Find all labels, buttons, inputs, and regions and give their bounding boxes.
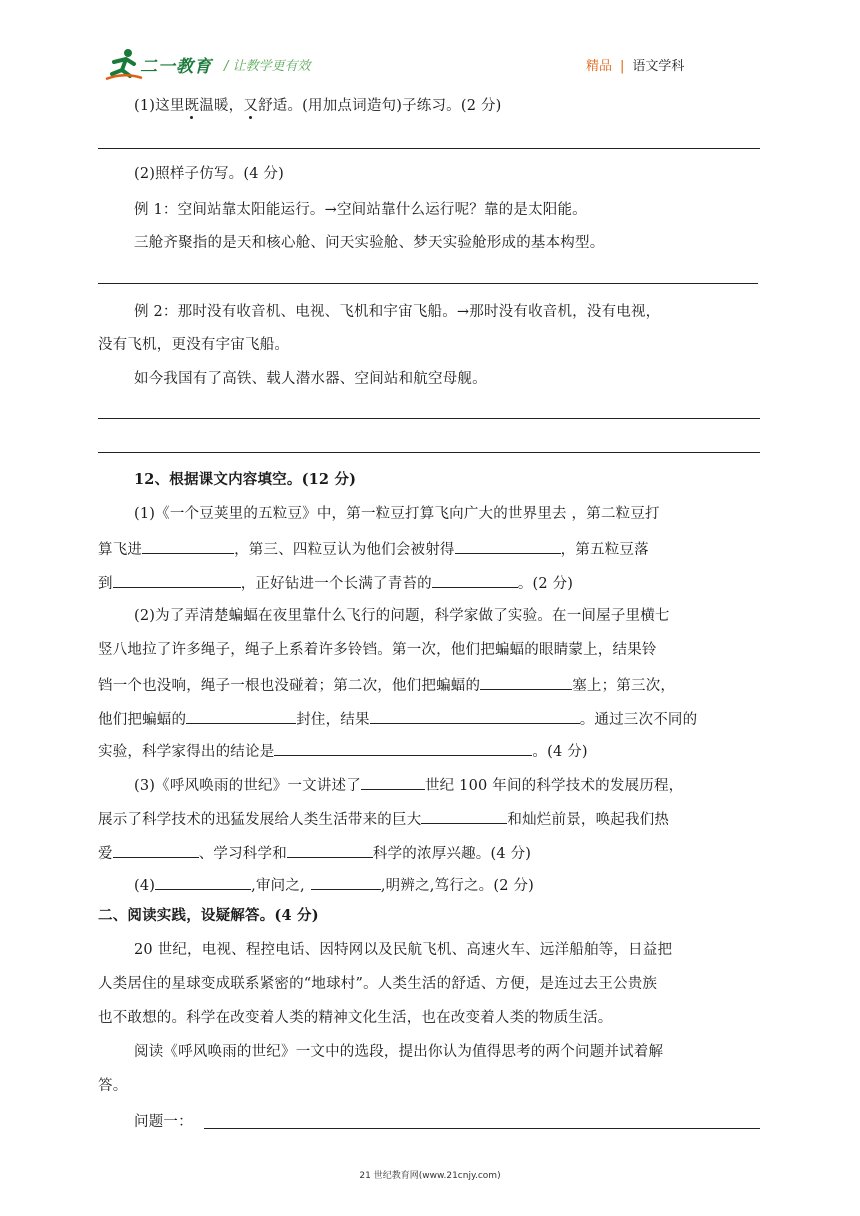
text-part: (1)这里: [134, 98, 185, 114]
instruction-line2: 答。: [98, 1078, 128, 1094]
text-part: 算飞进: [98, 542, 143, 558]
q12-2-line3: [98, 674, 675, 696]
fill-blank[interactable]: [361, 774, 425, 790]
fill-blank[interactable]: [113, 842, 199, 858]
dotted-char: 既: [184, 98, 200, 114]
text-part: 和灿烂前景，唤起我们热: [507, 812, 670, 828]
page-header: [0, 0, 860, 90]
q12-4-line: [134, 874, 534, 896]
text-part: ,明辨之,笃行之。(2 分): [380, 878, 535, 894]
fill-blank[interactable]: [432, 572, 518, 588]
answer-line[interactable]: [98, 148, 760, 149]
q12-1-line3: [98, 572, 573, 594]
answer-line[interactable]: [204, 1128, 760, 1129]
text-part: 。(4 分): [532, 744, 588, 760]
passage-line2: 人类居住的星球变成联系紧密的“地球村”。人类生活的舒适、方便，是连过去王公贵族: [98, 976, 658, 992]
runner-logo-icon: [104, 48, 144, 82]
badge-premium: 精品: [586, 59, 613, 74]
q12-3-line2: [98, 808, 669, 830]
slogan: / 让教学更有效: [224, 59, 311, 74]
text-part: 世纪 100 年间的科学技术的发展历程，: [424, 778, 684, 794]
exercise-2b-sentence: 如今我国有了高铁、载人潜水器、空间站和航空母舰。: [134, 371, 487, 387]
fill-blank[interactable]: [186, 708, 296, 724]
q12-2-line4: [98, 708, 697, 730]
text-part: 实验，科学家得出的结论是: [98, 744, 275, 760]
text-part: ，正好钻进一个长满了青苔的: [240, 576, 432, 592]
text-part: 、学习科学和: [198, 846, 287, 862]
section-2-title: 二、阅读实践，设疑解答。(4 分): [98, 907, 319, 924]
text-part: 科学的浓厚兴趣。(4 分): [372, 846, 532, 862]
example-2-line2: 没有飞机，更没有宇宙飞船。: [98, 337, 290, 353]
fill-blank[interactable]: [480, 674, 572, 690]
passage-line1: 20 世纪，电视、程控电话、因特网以及民航飞机、高速火车、远洋船舶等，日益把: [134, 942, 673, 958]
text-part: 舒适。(用加点词造句)子练习。(2 分): [258, 98, 502, 114]
exercise-2-prompt: (2)照样子仿写。(4 分): [134, 166, 284, 182]
text-part: 封住，结果: [296, 712, 370, 728]
text-part: 爱: [98, 846, 113, 862]
example-2-line1: 例 2：那时没有收音机、电视、飞机和宇宙飞船。→那时没有收音机，没有电视，: [134, 304, 661, 320]
text-part: 到: [98, 576, 113, 592]
text-part: 展示了科学技术的迅猛发展给人类生活带来的巨大: [98, 812, 422, 828]
answer-line[interactable]: [98, 283, 758, 284]
logo-text: 二一教育: [140, 57, 212, 77]
subject-badge: [586, 55, 684, 74]
answer-line[interactable]: [98, 418, 760, 419]
badge-separator: |: [620, 59, 625, 74]
question-12-title: 12、根据课文内容填空。(12 分): [134, 471, 357, 488]
text-part: ,审问之,: [251, 878, 305, 894]
fill-blank[interactable]: [311, 874, 381, 890]
exercise-1-prompt: [134, 96, 502, 116]
q12-1-line1: (1)《一个豆荚里的五粒豆》中，第一粒豆打算飞向广大的世界里去 ，第二粒豆打: [134, 506, 660, 522]
q12-2-line5: [98, 740, 588, 762]
fill-blank[interactable]: [113, 572, 241, 588]
text-part: 塞上；第三次，: [572, 678, 676, 694]
q12-2-line1: (2)为了弄清楚蝙蝠在夜里靠什么飞行的问题，科学家做了实验。在一间屋子里横七: [134, 608, 670, 624]
fill-blank[interactable]: [370, 708, 580, 724]
text-part: 温暖，: [199, 98, 244, 114]
exercise-2a-sentence: 三舱齐聚指的是天和核心舱、问天实验舱、梦天实验舱形成的基本构型。: [134, 235, 605, 251]
q12-1-line2: [98, 538, 649, 560]
text-part: 。通过三次不同的: [579, 712, 698, 728]
fill-blank[interactable]: [155, 874, 251, 890]
q12-3-line1: [134, 774, 683, 796]
instruction-line1: 阅读《呼风唤雨的世纪》一文中的选段，提出你认为值得思考的两个问题并试着解: [134, 1044, 664, 1060]
example-1: 例 1：空间站靠太阳能运行。→空间站靠什么运行呢？靠的是太阳能。: [134, 202, 587, 218]
answer-line[interactable]: [98, 452, 760, 453]
text-part: 。(2 分): [517, 576, 574, 592]
fill-blank[interactable]: [274, 740, 532, 756]
text-part: ，第三、四粒豆认为他们会被射得: [234, 542, 455, 558]
text-part: (3)《呼风唤雨的世纪》一文讲述了: [134, 778, 361, 794]
text-part: 他们把蝙蝠的: [98, 712, 187, 728]
text-part: 铛一个也没响，绳子一根也没碰着；第二次，他们把蝙蝠的: [98, 678, 481, 694]
text-part: ，第五粒豆落: [560, 542, 649, 558]
badge-subject: 语文学科: [632, 59, 685, 74]
question-one-label: 问题一：: [134, 1114, 193, 1130]
fill-blank[interactable]: [455, 538, 561, 554]
q12-2-line2: 竖八地拉了许多绳子，绳子上系着许多铃铛。第一次，他们把蝙蝠的眼睛蒙上，结果铃: [98, 642, 657, 658]
text-part: (4): [134, 878, 156, 894]
fill-blank[interactable]: [421, 808, 507, 824]
dotted-char: 又: [243, 98, 259, 114]
passage-line3: 也不敢想的。科学在改变着人类的精神文化生活，也在改变着人类的物质生活。: [98, 1010, 613, 1026]
page-footer: 21 世纪教育网(www.21cnjy.com): [359, 1171, 501, 1181]
q12-3-line3: [98, 842, 531, 864]
fill-blank[interactable]: [142, 538, 234, 554]
fill-blank[interactable]: [287, 842, 373, 858]
